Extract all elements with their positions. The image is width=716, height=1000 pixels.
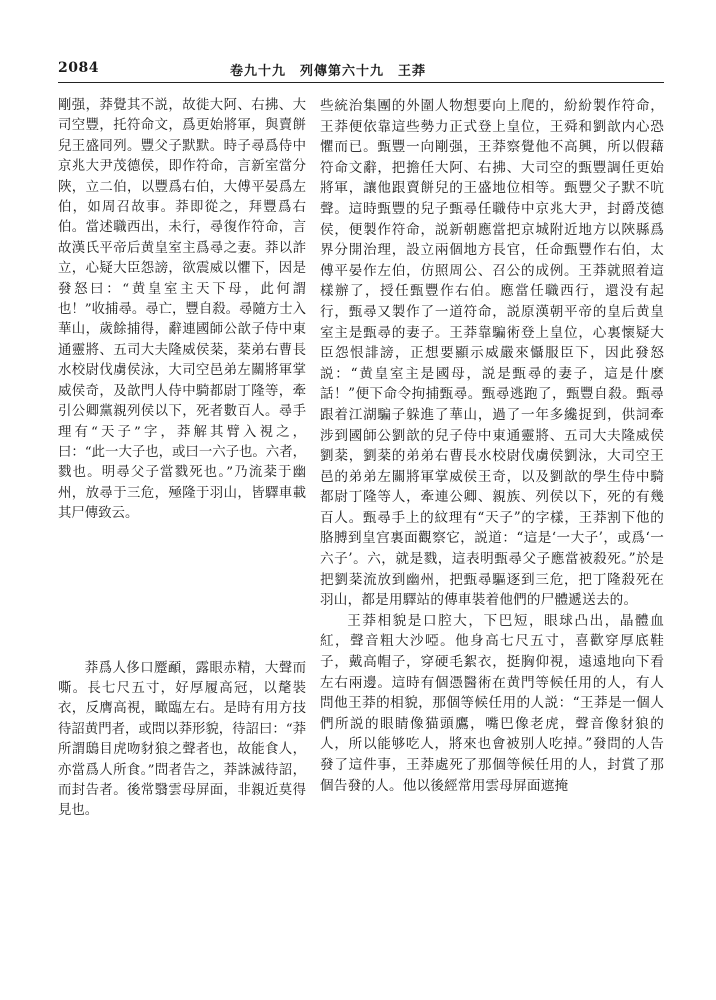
running-head: 卷九十九 列傳第六十九 王莽: [230, 64, 427, 79]
right-paragraph-2: 王莽相貌是口腔大，下巴短，眼球凸出，晶體血紅，聲音粗大沙啞。他身高七尺五寸，喜歡穿厚底鞋子，戴高帽子，穿硬毛絮衣，挺胸仰視，遠遠地向下看左右兩邊。這時有個憑醫術在黄門等候任用的人，有人問他王莽的相貌，那個等候任用的人説：“王莽是一個人們所説的眼睛像猫頭鷹，嘴巴像老虎，聲音像豺狼的人，所以能够吃人，將來也會被别人吃掉。”發問的人告發了這件事，王莽處死了那個等候任用的人，封賞了那個告發的人。他以後經常用雲母屏面遮掩: [320, 612, 664, 794]
left-column-original-text: [58, 96, 306, 822]
right-column-translation: [320, 96, 664, 796]
right-paragraph-1: 些統治集團的外圍人物想要向上爬的，紛紛製作符命，王莽便依靠這些勢力正式登上皇位，王舜和劉歆内心恐懼而已。甄豐一向剛强，王莽察覺他不高興，所以假藉符命文辭，把擔任大阿、右拂、大司空的甄豐調任更始將軍，讓他跟賣餅兒的王盛地位相等。甄豐父子默不吭聲。這時甄豐的兒子甄尋任職侍中京兆大尹，封爵茂德侯，便製作符命，説新朝應當把京城附近地方以陜縣爲界分開治理，設立兩個地方長官，任命甄豐作右伯，太傅平晏作左伯，仿照周公、召公的成例。王莽就照着這樣辦了，授任甄豐作右伯。應當任職西行，還没有起行，甄尋又製作了一道符命，説原漢朝平帝的皇后黄皇室主是甄尋的妻子。王莽靠騙術登上皇位，心裏懷疑大臣怨恨誹謗，正想要顯示威嚴來懾服臣下，因此發怒説：“黄皇室主是國母，説是甄尋的妻子，這是什麽話！”便下命令拘捕甄尋。甄尋逃跑了，甄豐自殺。甄尋跟着江湖騙子躲進了華山，過了一年多纔捉到，供詞牽涉到國師公劉歆的兒子侍中東通靈將、五司大夫隆威侯劉棻，劉棻的弟弟右曹長水校尉伐虜侯劉泳，大司空王邑的弟弟左關將軍掌威侯王奇，以及劉歆的學生侍中騎都尉丁隆等人，牽連公卿、親族、列侯以下，死的有幾百人。甄尋手上的紋理有“天子”的字樣，王莽割下他的胳膊到皇宫裏面觀察它，説道：“這是‘一大子’，或爲‘一六子’。六，就是戮，這表明甄尋父子應當被殺死。”於是把劉棻流放到幽州，把甄尋驅逐到三危，把丁隆殺死在羽山，都是用驛站的傳車裝着他們的尸體遞送去的。: [320, 98, 664, 609]
left-paragraph-1: 剛强，莽覺其不説，故徙大阿、右拂、大司空豐，托符命文，爲更始將軍，與賣餅兒王盛同列。豐父子默默。時子尋爲侍中京兆大尹茂德侯，即作符命，言新室當分陜，立二伯，以豐爲右伯，大傅平晏爲左伯，如周召故事。莽即從之，拜豐爲右伯。當述職西出，未行，尋復作符命，言故漢氏平帝后黄皇室主爲尋之妻。莽以詐立，心疑大臣怨謗，欲震威以懼下，因是發怒曰：“黄皇室主天下母，此何謂也！”收捕尋。尋亡，豐自殺。尋隨方士入華山，歲餘捕得，辭連國師公歆子侍中東通靈將、五司大夫隆威侯棻，棻弟右曹長水校尉伐虜侯泳，大司空邑弟左關將軍掌威侯奇，及歆門人侍中騎都尉丁隆等，牽引公卿黨親列侯以下，死者數百人。尋手理有“天子”字，莽解其臂入視之，曰：“此一大子也，或曰一六子也。六者，戮也。明尋父子當戮死也。”乃流棻于幽州，放尋于三危，殛隆于羽山，皆驛車載其尸傳致云。: [58, 98, 306, 522]
left-paragraph-2: 莽爲人侈口蹷顄，露眼赤精，大聲而嘶。長七尺五寸，好厚履高冠，以氂裝衣，反膺高視，瞰臨左右。是時有用方技待詔黄門者，或問以莽形貌，待詔曰：“莽所謂鴟目虎吻豺狼之聲者也，故能食人，亦當爲人所食。”問者告之，莽誅滅待詔，而封告者。後常翳雲母屏面，非親近莫得見也。: [58, 660, 306, 819]
page-number: 2084: [58, 60, 99, 76]
header-rule: [58, 82, 664, 83]
